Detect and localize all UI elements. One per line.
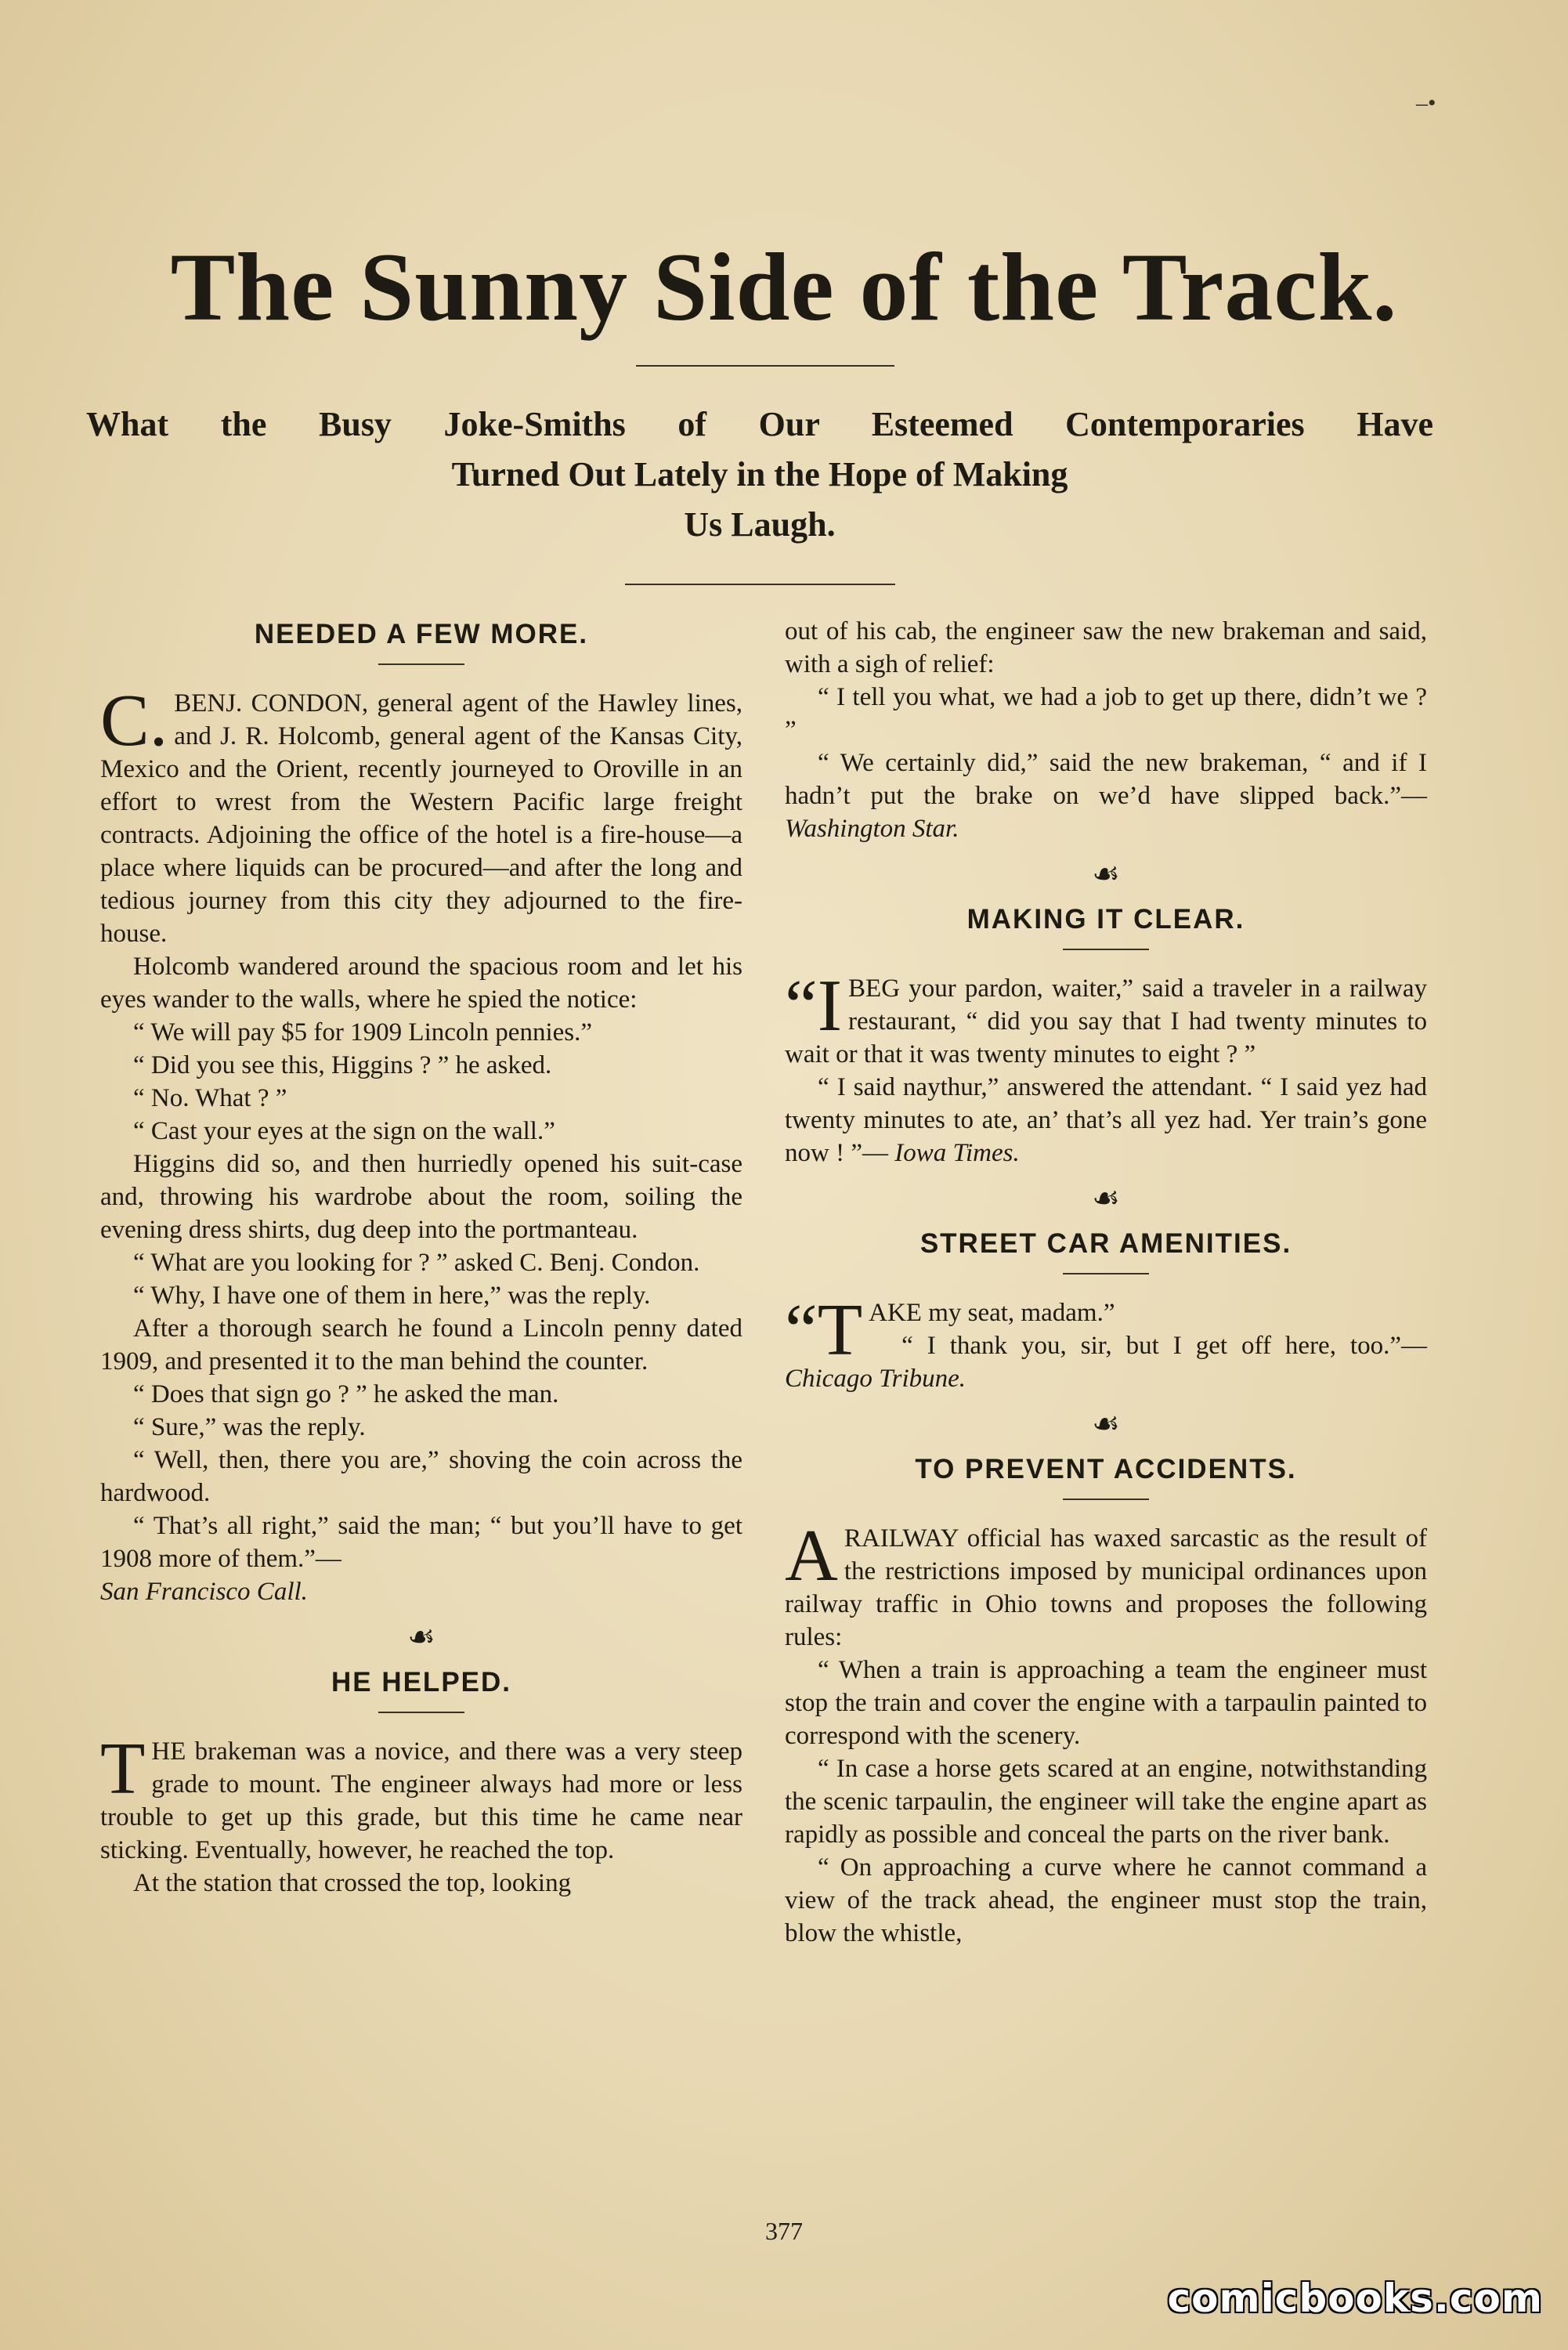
- fleuron-separator: ☙: [1092, 1180, 1120, 1216]
- page-title: The Sunny Side of the Track.: [170, 233, 1398, 341]
- article-heading: MAKING IT CLEAR.: [966, 904, 1245, 935]
- article-paragraph: “ We will pay $5 for 1909 Lincoln pennies.”: [133, 1018, 593, 1047]
- subtitle-line-1: What the Busy Joke-Smiths of Our Esteemed Contemporaries Have: [86, 405, 1433, 443]
- article-paragraph: “ I said naythur,” answered the attendant. “ I said yez had twenty minutes to ate, an’ that’s all yez had. Yer train’s gone now ! ”— Iowa Times.: [785, 1073, 1427, 1167]
- article-paragraph: “ No. What ? ”: [133, 1084, 287, 1112]
- drop-cap: “I: [785, 965, 843, 1047]
- article-he-helped: [100, 1663, 742, 1900]
- left-column: [100, 615, 742, 1900]
- drop-cap: A: [785, 1515, 838, 1596]
- subtitle-rule: [625, 584, 895, 585]
- article-paragraph: “ I thank you, sir, but I get off here, too.”—Chicago Tribune.: [785, 1332, 1427, 1393]
- subtitle-line-3: Us Laugh.: [684, 505, 836, 544]
- article-heading: HE HELPED.: [331, 1667, 512, 1697]
- subtitle-line-2: Turned Out Lately in the Hope of Making: [451, 455, 1068, 494]
- article-needed-a-few-more: [100, 615, 742, 1608]
- article-heading: STREET CAR AMENITIES.: [919, 1228, 1292, 1259]
- article-paragraph: At the station that crossed the top, looking: [133, 1869, 572, 1897]
- site-watermark: comicbooks.com: [1167, 2276, 1543, 2321]
- fleuron-separator: ☙: [1092, 856, 1120, 891]
- attribution: Washington Star.: [785, 815, 959, 843]
- drop-cap: T: [100, 1728, 146, 1810]
- article-paragraph: “TAKE my seat, madam.”: [785, 1289, 1115, 1371]
- article-paragraph: “ What are you looking for ? ” asked C. Benj. Condon.: [133, 1249, 700, 1277]
- attribution: Iowa Times.: [894, 1139, 1020, 1167]
- page-number: 377: [765, 2217, 803, 2245]
- article-paragraph: “ In case a horse gets scared at an engine, notwithstanding the scenic tarpaulin, the engineer will take the engine apart as rapidly as possible and conceal the parts on the river bank.: [785, 1755, 1427, 1849]
- attribution: Chicago Tribune.: [785, 1365, 966, 1393]
- article-he-helped-continued: [785, 615, 1427, 845]
- attribution: San Francisco Call.: [100, 1578, 308, 1606]
- article-street-car-amenities: [785, 1224, 1427, 1395]
- drop-cap: C.: [100, 680, 168, 761]
- article-paragraph: Higgins did so, and then hurriedly opened his suit-case and, throwing his wardrobe about the room, soiling the evening dress shirts, dug deep into the portmanteau.: [100, 1150, 742, 1244]
- article-paragraph: After a thorough search he found a Lincoln penny dated 1909, and presented it to the man behind the counter.: [100, 1314, 742, 1376]
- article-heading: TO PREVENT ACCIDENTS.: [915, 1454, 1297, 1484]
- article-paragraph: “ When a train is approaching a team the engineer must stop the train and cover the engine with a tarpaulin painted to correspond with the scenery.: [785, 1656, 1427, 1750]
- article-paragraph: “ We certainly did,” said the new brakeman, “ and if I hadn’t put the brake on we’d have slipped back.”—Washington Star.: [785, 749, 1427, 843]
- article-paragraph: “ That’s all right,” said the man; “ but you’ll have to get 1908 more of them.”— San Francisco Call.: [100, 1512, 742, 1606]
- title-rule: [636, 365, 894, 367]
- article-paragraph: “ Sure,” was the reply.: [133, 1413, 366, 1441]
- article-paragraph: “ Did you see this, Higgins ? ” he asked.: [133, 1051, 552, 1079]
- article-paragraph: “ I tell you what, we had a job to get up there, didn’t we ? ”: [785, 683, 1427, 744]
- page-subtitle: [86, 400, 1433, 550]
- article-heading: NEEDED A FEW MORE.: [254, 619, 589, 649]
- article-paragraph: “ Why, I have one of them in here,” was the reply.: [133, 1282, 651, 1310]
- heading-rule: [378, 663, 464, 665]
- heading-rule: [1063, 949, 1149, 950]
- article-paragraph: out of his cab, the engineer saw the new brakeman and said, with a sigh of relief:: [785, 617, 1427, 678]
- heading-rule: [1063, 1273, 1149, 1274]
- fleuron-separator: ☙: [1092, 1406, 1120, 1441]
- article-paragraph: C. BENJ. CONDON, general agent of the Hawley lines, and J. R. Holcomb, general agent of the Kansas City, Mexico and the Orient, recently journeyed to Oroville in an effort to wrest from the Western Pacific large freight contracts. Adjoining the office of the hotel is a fire-house—a place where liquids can be procured—and after the long and tedious journey from this city they adjourned to the fire-house.: [100, 680, 742, 948]
- right-column: [785, 615, 1427, 1950]
- ink-mark: –•: [1416, 90, 1436, 116]
- article-paragraph: “ Well, then, there you are,” shoving the coin across the hardwood.: [100, 1446, 742, 1507]
- article-paragraph: “IBEG your pardon, waiter,” said a traveler in a railway restaurant, “ did you say that I had twenty minutes to wait or that it was twenty minutes to eight ? ”: [785, 965, 1427, 1068]
- fleuron-separator: ☙: [407, 1619, 435, 1654]
- article-paragraph: “ Does that sign go ? ” he asked the man.: [133, 1380, 559, 1408]
- article-making-it-clear: [785, 900, 1427, 1170]
- article-paragraph: ARAILWAY official has waxed sarcastic as the result of the restrictions imposed by municipal ordinances upon railway traffic in Ohio towns and proposes the following rules:: [785, 1515, 1427, 1651]
- heading-rule: [378, 1712, 464, 1713]
- article-paragraph: Holcomb wandered around the spacious room and let his eyes wander to the walls, where he spied the notice:: [100, 953, 742, 1014]
- heading-rule: [1063, 1499, 1149, 1500]
- article-paragraph: “ Cast your eyes at the sign on the wall.”: [133, 1117, 555, 1145]
- article-paragraph: THE brakeman was a novice, and there was a very steep grade to mount. The engineer always had more or less trouble to get up this grade, but this time he came near sticking. Eventually, however, he reached the top.: [100, 1728, 742, 1864]
- article-paragraph: “ On approaching a curve where he cannot command a view of the track ahead, the engineer must stop the train, blow the whistle,: [785, 1853, 1427, 1947]
- article-to-prevent-accidents: [785, 1450, 1427, 1950]
- drop-cap: “T: [785, 1289, 863, 1371]
